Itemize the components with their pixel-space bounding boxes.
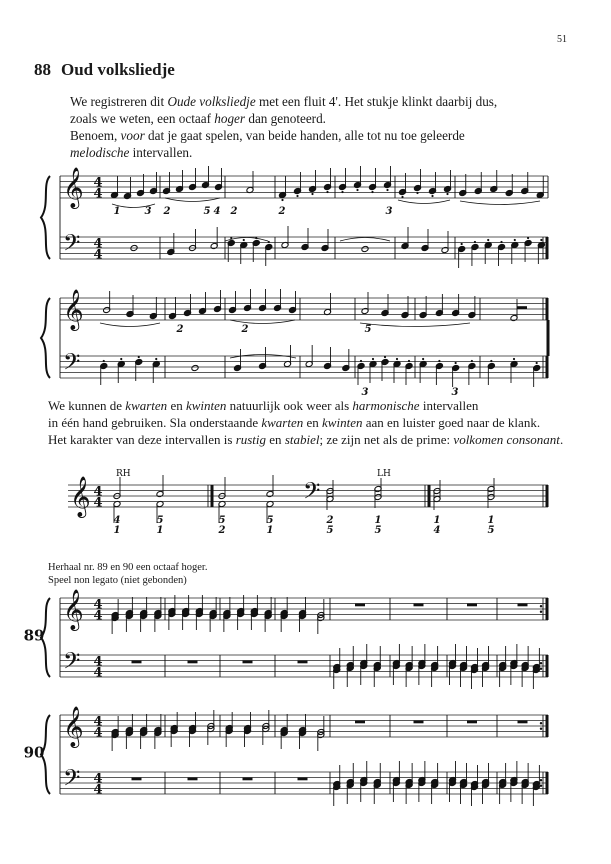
time-signature: 4	[93, 484, 103, 500]
staccato-dot	[341, 191, 343, 193]
repeat-dot	[540, 611, 542, 613]
staccato-dot	[243, 239, 245, 241]
time-signature: 4	[93, 654, 103, 670]
time-signature: 4	[93, 597, 103, 613]
staccato-dot	[416, 192, 418, 194]
bass-clef: 𝄢	[63, 349, 81, 381]
staccato-dot	[281, 199, 283, 201]
staccato-dot	[438, 360, 440, 362]
staccato-dot	[401, 196, 403, 198]
slur	[460, 201, 540, 205]
harmonic-line-1: We kunnen de kwarten en kwinten natuurlijk ook weer als harmonische intervallen	[48, 398, 479, 413]
staccato-dot	[527, 237, 529, 239]
exercise-number: 90	[23, 743, 45, 762]
fingering-number: 3	[385, 206, 393, 217]
staccato-dot	[155, 358, 157, 360]
rest	[517, 306, 527, 309]
fingering-number: 3	[451, 387, 459, 398]
treble-clef: 𝄞	[63, 590, 84, 631]
fingering-number: 4	[433, 525, 441, 536]
fingering-number: 2	[176, 324, 184, 335]
staccato-dot	[431, 195, 433, 197]
fingering-number: 1	[374, 515, 382, 526]
staccato-dot	[500, 241, 502, 243]
staccato-dot	[372, 358, 374, 360]
rest	[188, 661, 198, 664]
treble-clef: 𝄞	[63, 290, 84, 331]
fingering-number: 5	[374, 525, 382, 536]
slur	[340, 238, 390, 242]
fingering-number: 1	[113, 206, 121, 217]
final-barline	[546, 772, 549, 794]
piece-number: 88	[34, 60, 51, 79]
note	[361, 246, 369, 253]
staccato-dot	[540, 239, 542, 241]
staccato-dot	[487, 239, 489, 241]
staccato-dot	[408, 360, 410, 362]
fingering-number: 4	[213, 206, 221, 217]
fingering-number: 1	[113, 525, 121, 536]
slur	[100, 323, 160, 327]
final-barline	[428, 485, 431, 507]
time-signature: 4	[93, 236, 103, 252]
exercise-note-1: Herhaal nr. 89 en 90 een octaaf hoger.	[48, 562, 208, 573]
time-signature: 4	[93, 665, 103, 681]
bass-clef: 𝄢	[63, 648, 81, 680]
staccato-dot	[514, 239, 516, 241]
time-signature: 4	[93, 608, 103, 624]
staccato-dot	[396, 358, 398, 360]
fingering-number: 5	[364, 324, 372, 335]
slur	[165, 198, 220, 202]
staccato-dot	[536, 362, 538, 364]
rest	[243, 661, 253, 664]
rest	[518, 721, 528, 724]
final-barline	[546, 356, 549, 378]
fingering-number: 1	[266, 525, 274, 536]
rest	[355, 721, 365, 724]
staccato-dot	[360, 360, 362, 362]
treble-clef: 𝄞	[70, 477, 91, 518]
repeat-dot	[540, 728, 542, 730]
fingering-number: 5	[326, 525, 334, 536]
time-signature: 4	[93, 782, 103, 798]
brace	[41, 298, 50, 378]
fingering-number: 4	[113, 515, 121, 526]
staccato-dot	[326, 191, 328, 193]
intro-line-4: melodische intervallen.	[70, 145, 193, 160]
rest	[414, 721, 424, 724]
fingering-number: 3	[361, 387, 369, 398]
slur	[360, 323, 470, 327]
fingering-number: 2	[278, 206, 286, 217]
treble-clef: 𝄞	[63, 707, 84, 748]
staccato-dot	[446, 193, 448, 195]
rest	[132, 661, 142, 664]
final-barline	[546, 598, 549, 620]
fingering-number: 2	[230, 206, 238, 217]
fingering-number: 1	[433, 515, 441, 526]
repeat-dot	[540, 605, 542, 607]
rest	[298, 778, 308, 781]
final-barline	[546, 715, 549, 737]
rest	[518, 604, 528, 607]
fingering-number: 2	[241, 324, 249, 335]
staccato-dot	[311, 193, 313, 195]
staccato-dot	[471, 360, 473, 362]
staccato-dot	[455, 362, 457, 364]
repeat-dot	[540, 779, 542, 781]
fingering-number: 2	[163, 206, 171, 217]
page-number: 51	[557, 34, 567, 45]
staccato-dot	[384, 356, 386, 358]
fingering-number: 5	[266, 515, 274, 526]
brace	[41, 176, 50, 259]
time-signature: 4	[93, 771, 103, 787]
final-barline	[546, 237, 549, 259]
rest	[467, 721, 477, 724]
slur	[230, 320, 295, 324]
fingering-number: 3	[144, 206, 152, 217]
time-signature: 4	[93, 714, 103, 730]
fingering-number: 1	[156, 525, 164, 536]
bass-clef: 𝄢	[63, 765, 81, 797]
staccato-dot	[296, 195, 298, 197]
staccato-dot	[120, 358, 122, 360]
staccato-dot	[474, 241, 476, 243]
staccato-dot	[461, 243, 463, 245]
fingering-number: 5	[156, 515, 164, 526]
repeat-dot	[540, 662, 542, 664]
rest	[467, 604, 477, 607]
fingering-number: 5	[487, 525, 495, 536]
rest	[355, 604, 365, 607]
final-barline	[546, 485, 549, 507]
rest	[298, 661, 308, 664]
staccato-dot	[422, 358, 424, 360]
fingering-number: 1	[487, 515, 495, 526]
staccato-dot	[103, 360, 105, 362]
time-signature: 4	[93, 247, 103, 263]
staccato-dot	[371, 191, 373, 193]
staccato-dot	[356, 189, 358, 191]
staccato-dot	[138, 356, 140, 358]
fingering-number: 5	[218, 515, 226, 526]
time-signature: 4	[93, 175, 103, 191]
repeat-dot	[540, 722, 542, 724]
note	[191, 365, 199, 372]
staccato-dot	[386, 189, 388, 191]
staccato-dot	[490, 360, 492, 362]
staccato-dot	[513, 358, 515, 360]
fingering-number: 5	[203, 206, 211, 217]
harmonic-line-3: Het karakter van deze intervallen is rustig en stabiel; ze zijn net als de prime: volkomen consonant.	[48, 432, 564, 447]
rest	[132, 778, 142, 781]
time-signature: 4	[93, 495, 103, 511]
intro-line-1: We registreren dit Oude volksliedje met een fluit 4'. Het stukje klinkt daarbij dus,	[70, 94, 498, 109]
hand-label-lh: LH	[377, 469, 391, 479]
final-barline	[211, 485, 214, 507]
final-barline	[546, 655, 549, 677]
rest	[243, 778, 253, 781]
rest	[188, 778, 198, 781]
exercise-number: 89	[23, 626, 45, 645]
bass-clef: 𝄢	[303, 478, 321, 510]
fingering-number: 2	[218, 525, 226, 536]
intro-line-2: zoals we weten, een octaaf hoger dan genoteerd.	[70, 111, 326, 126]
bass-clef: 𝄢	[63, 230, 81, 262]
staccato-dot	[268, 241, 270, 243]
slur	[398, 200, 450, 204]
rest	[414, 604, 424, 607]
final-barline	[546, 298, 549, 320]
fingering-number: 2	[326, 515, 334, 526]
exercise-note-2: Speel non legato (niet gebonden)	[48, 575, 187, 586]
treble-clef: 𝄞	[63, 168, 84, 209]
intro-line-3: Benoem, voor dat je gaat spelen, van beide handen, alle tot nu toe geleerde	[70, 128, 465, 143]
time-signature: 4	[93, 725, 103, 741]
hand-label-rh: RH	[116, 469, 131, 479]
harmonic-line-2: in één hand gebruiken. Sla onderstaande kwarten en kwinten aan en luister goed naar de klank.	[48, 415, 541, 430]
piece-name: Oud volksliedje	[61, 60, 175, 79]
time-signature: 4	[93, 186, 103, 202]
